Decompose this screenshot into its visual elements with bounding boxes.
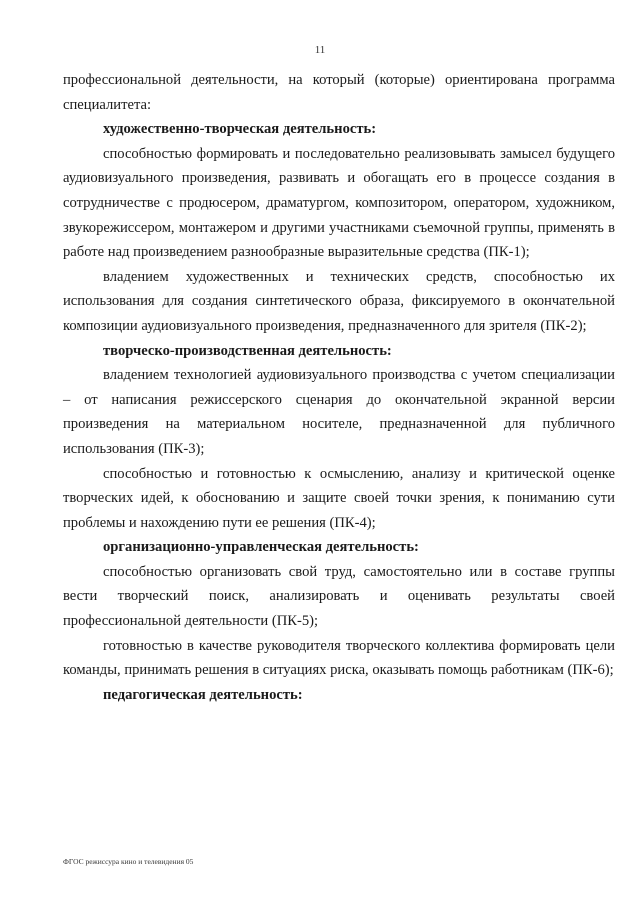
competency-pk-6: готовностью в качестве руководителя творческого коллектива формировать цели команды, принимать решения в ситуациях риска, оказывать помощь работникам (ПК-6); — [63, 637, 615, 679]
competency-pk-3: владением технологией аудиовизуального производства с учетом специализации – от написания режиссерского сценария до окончательной экранной версии произведения на материальном носителе, предназначенной для публичного использования (ПК-3); — [63, 367, 615, 457]
competency-pk-4: способностью и готовностью к осмыслению, анализу и критической оценке творческих идей, к обоснованию и защите своей точки зрения, к пониманию сути проблемы и нахождению пути ее решения (ПК-4); — [63, 465, 615, 531]
section-heading-artistic-creative: художественно-творческая деятельность: — [103, 121, 377, 138]
section-heading-organizational-managerial: организационно-управленческая деятельность: — [103, 539, 419, 556]
section-heading-creative-production: творческо-производственная деятельность: — [103, 342, 392, 359]
section-heading-pedagogical: педагогическая деятельность: — [103, 686, 303, 703]
competency-pk-2: владением художественных и технических средств, способностью их использования для создания синтетического образа, фиксируемого в окончательной композиции аудиовизуального произведения, предназначенного для зрителя (ПК-2); — [63, 268, 615, 334]
competency-pk-1: способностью формировать и последовательно реализовывать замысел будущего аудиовизуального произведения, развивать и обогащать его в процессе создания в сотрудничестве с продюсером, драматургом, композитором, оператором, художником, звукорежиссером, монтажером и другими участниками съемочной группы, применять в работе над произведением разнообразные выразительные средства (ПК-1); — [63, 145, 615, 261]
page-footer: ФГОС режиссура кино и телевидения 05 — [63, 857, 194, 866]
competency-pk-5: способностью организовать свой труд, самостоятельно или в составе группы вести творческий поиск, анализировать и оценивать результаты своей профессиональной деятельности (ПК-5); — [63, 563, 615, 630]
page-number: 11 — [314, 44, 326, 56]
paragraph-intro: профессиональной деятельности, на который (которые) ориентирована программа специалитета: — [63, 72, 615, 113]
body-text — [63, 68, 615, 707]
